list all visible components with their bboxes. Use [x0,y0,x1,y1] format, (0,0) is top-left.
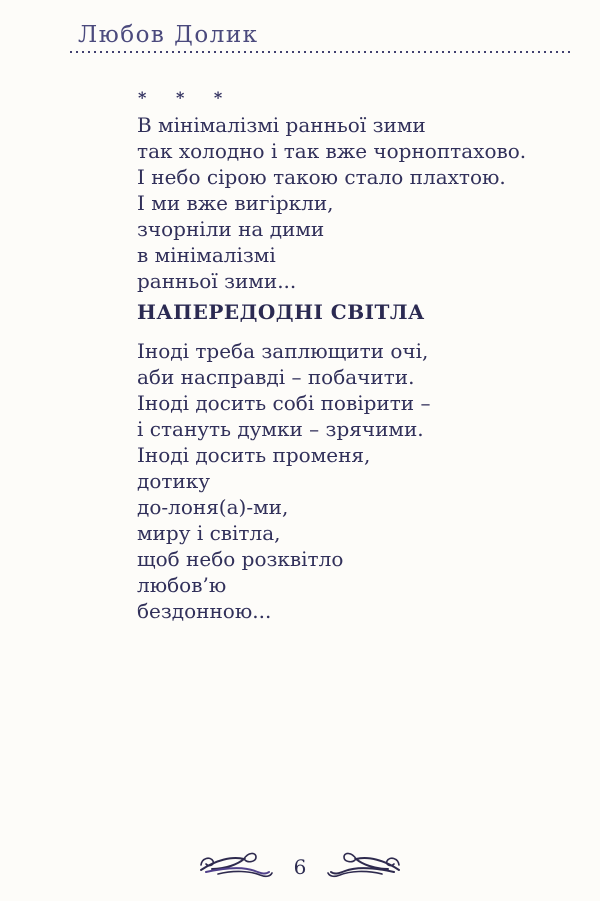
calligraphic-swirl-mirrored-icon [324,850,402,884]
poem-line: до-лоня(а)-ми, [137,495,289,519]
poem-line: ранньої зими... [137,269,297,293]
poem-line: Іноді досить собі повірити – [137,391,431,415]
poem-title: НАПЕРЕДОДНІ СВІТЛА [137,300,425,324]
poem-line: Іноді досить променя, [137,443,371,467]
poem-separator-stars: * * * [138,88,235,107]
poem-line: бездонною... [137,599,272,623]
poem-line: так холодно і так вже чорноптахово. [137,139,527,163]
page-footer [0,850,600,884]
poem-line: І небо сірою такою стало плахтою. [137,165,506,189]
poem-line: щоб небо розквітло [137,547,344,571]
dotted-divider [70,51,572,53]
poem-line: Іноді треба заплющити очі, [137,339,429,363]
poem-titled [137,338,431,624]
poem-line: В мінімалізмі ранньої зими [137,113,426,137]
poem-line: І ми вже вигіркли, [137,191,334,215]
poem-line: і стануть думки – зрячими. [137,417,424,441]
poem-line: миру і світла, [137,521,281,545]
poem-untitled [137,112,526,294]
poem-line: аби насправді – побачити. [137,365,415,389]
poem-line: любов’ю [137,573,227,597]
calligraphic-swirl-icon [198,850,276,884]
page-number: 6 [293,855,307,879]
poem-line: зчорніли на дими [137,217,325,241]
page-header [70,22,572,53]
poem-line: дотику [137,469,211,493]
poem-line: в мінімалізмі [137,243,276,267]
author-name: Любов Долик [78,22,259,48]
